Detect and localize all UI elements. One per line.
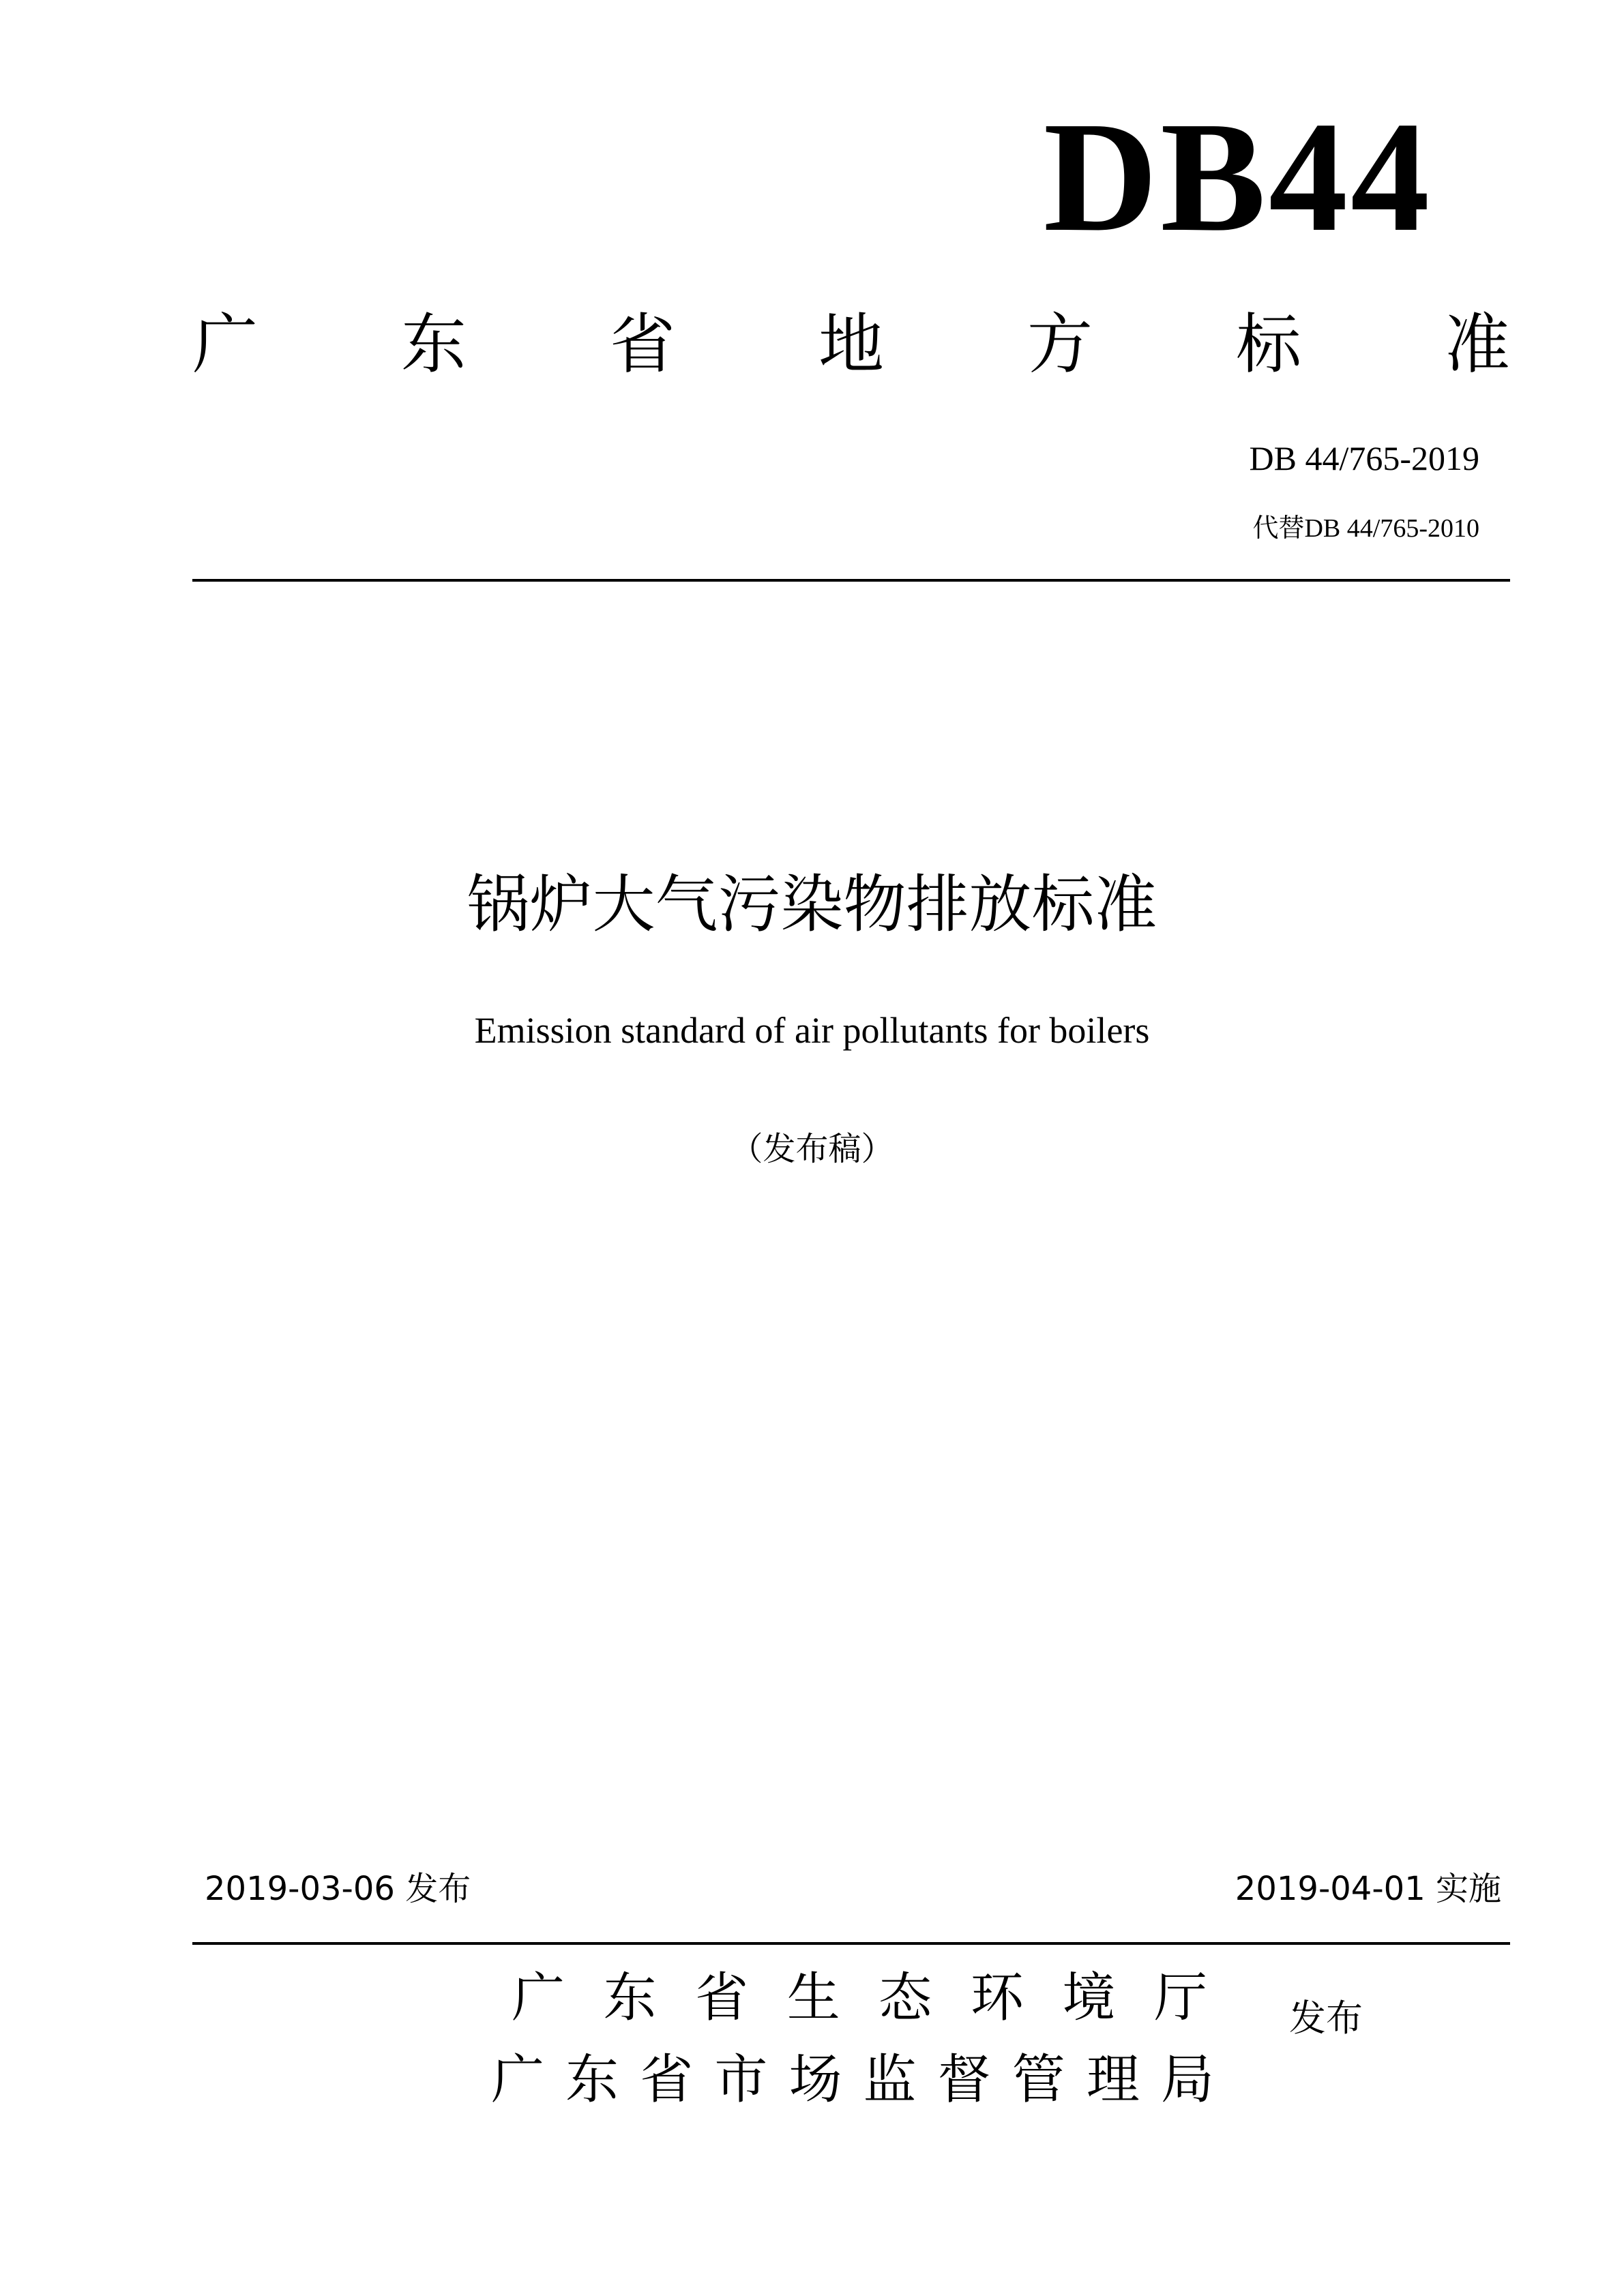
issuer-char: 理: [1086, 2049, 1140, 2111]
issuer-char: 厅: [1153, 1967, 1207, 2029]
document-title-en: Emission standard of air pollutants for boilers: [474, 1010, 1150, 1051]
footer-divider: [192, 1942, 1510, 1945]
issuer-char: 督: [937, 2049, 991, 2111]
draft-label: （发布稿）: [730, 1130, 894, 1168]
standard-type-char: 广: [192, 306, 258, 383]
issuer-char: 监: [863, 2049, 917, 2111]
standard-type-char: 地: [818, 306, 884, 383]
issuer-char: 场: [788, 2049, 842, 2111]
header-divider: [192, 579, 1510, 582]
issuer-char: 环: [970, 1967, 1024, 2029]
issue-date: 2019-03-06 发布: [205, 1870, 471, 1908]
standard-type-heading: [192, 300, 1510, 389]
issuer-char: 东: [603, 1967, 657, 2029]
effective-date: 2019-04-01 实施: [1235, 1870, 1501, 1908]
issuer-market-regulation: [491, 2046, 1214, 2114]
issuer-char: 态: [879, 1967, 932, 2029]
issuer-char: 局: [1160, 2049, 1214, 2111]
standard-type-char: 准: [1445, 306, 1510, 383]
standard-type-char: 标: [1236, 306, 1301, 383]
issuer-char: 东: [565, 2049, 619, 2111]
issued-by-label: 发布: [1289, 1997, 1363, 2040]
issuer-char: 广: [491, 2049, 545, 2111]
document-title-cn: 锅炉大气污染物排放标准: [467, 868, 1157, 941]
standard-type-char: 省: [610, 306, 675, 383]
standard-number: DB 44/765-2019: [1249, 439, 1479, 477]
issuer-char: 省: [695, 1967, 749, 2029]
issuer-char: 市: [714, 2049, 768, 2111]
issuer-char: 省: [640, 2049, 694, 2111]
db44-logo: DB44: [1043, 89, 1432, 265]
issuer-char: 境: [1062, 1967, 1116, 2029]
issuer-char: 广: [512, 1967, 565, 2029]
standard-type-char: 东: [401, 306, 467, 383]
issuer-char: 生: [786, 1967, 840, 2029]
issuer-ecology-environment: [491, 1964, 1214, 2032]
standard-type-char: 方: [1027, 306, 1093, 383]
replaces-standard: 代替DB 44/765-2010: [1252, 514, 1479, 543]
issuer-char: 管: [1012, 2049, 1065, 2111]
issuing-authorities: [491, 1964, 1214, 2128]
